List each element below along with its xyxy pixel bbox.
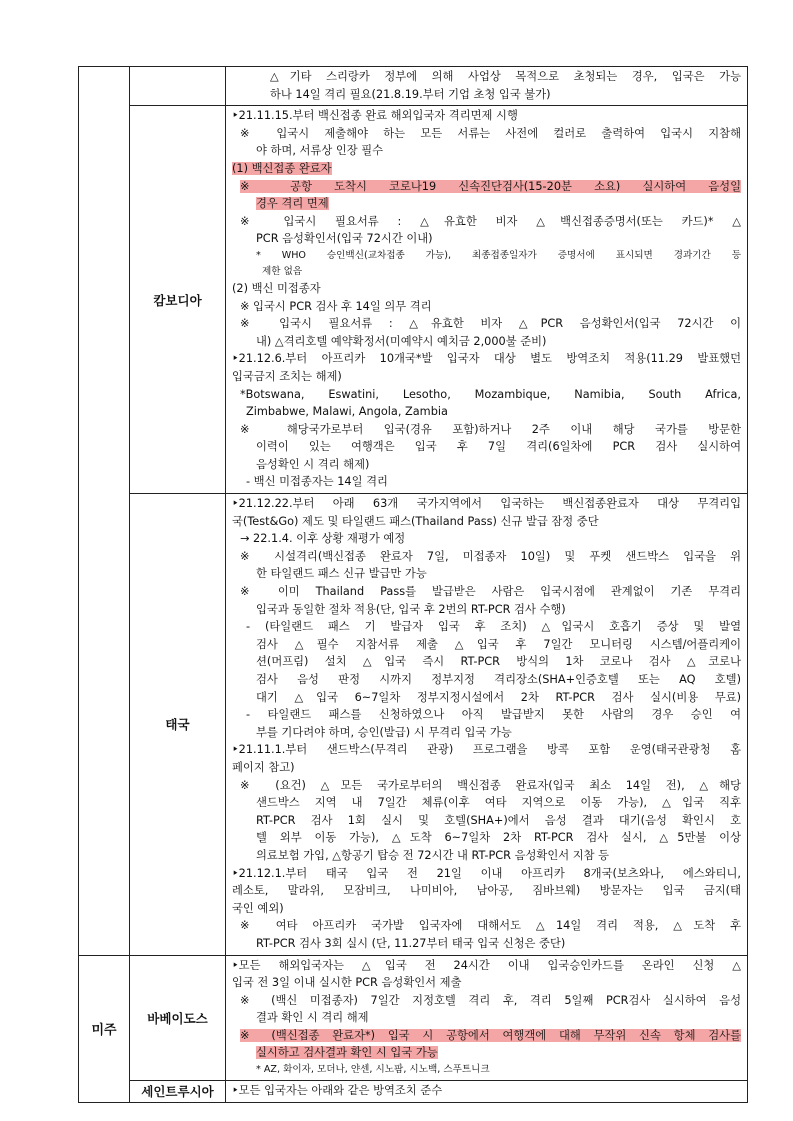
country-cell-thailand: 태국 <box>130 494 226 955</box>
text-line <box>232 935 741 953</box>
text-line <box>232 315 741 333</box>
content-cell-sri-lanka-cont <box>226 67 748 106</box>
line-text: 국(Test&Go) 제도 및 타일랜드 패스(Thailand Pass) 신규 발급 잠정 중단 <box>232 514 599 528</box>
line-text: - 타일랜드 패스를 신청하였으나 아직 발급받지 못한 사람의 경우 승인 여 <box>246 708 741 722</box>
line-text: 하나 14일 격리 필요(21.8.19.부터 기업 초청 입국 불가) <box>270 87 551 101</box>
text-line <box>232 583 741 601</box>
line-text: ※ (요건) △모든 국가로부터의 백신접종 완료자(입국 최소 14일 전), △해당 <box>240 778 741 792</box>
text-line <box>232 195 741 213</box>
region-cell-americas: 미주 <box>79 955 130 1102</box>
text-line <box>232 1082 741 1100</box>
line-text: ※ 여타 아프리카 국가발 입국자에 대해서도 △14일 격리 적용, △도착 후 <box>240 919 741 933</box>
line-text: 검사 음성 판정 시까지 정부지정 격리장소(SHA+인증호텔 또는 AQ 호텔) <box>256 673 741 686</box>
line-text: 내) △격리호텔 예약확정서(미예약시 예치금 2,000불 준비) <box>256 334 547 348</box>
country-cell <box>130 67 226 106</box>
line-text: △기타 스리랑카 정부에 의해 사업상 목적으로 초청되는 경우, 입국은 가능 <box>270 70 741 83</box>
content-cell-cambodia <box>226 106 748 494</box>
text-line <box>232 847 741 865</box>
text-line <box>232 298 741 316</box>
highlighted-text: 실시하고 검사결과 확인 시 입국 가능 <box>256 1046 438 1060</box>
line-text: ※ 시설격리(백신접종 완료자 7일, 미접종자 10일) 및 푸켓 샌드박스 입국을 위 <box>240 549 741 563</box>
line-text: 제한 없음 <box>262 265 303 277</box>
line-text: ※ 입국시 제출해야 하는 모든 서류는 사전에 컬러로 출력하여 입국시 지참해 <box>240 126 741 140</box>
line-text: ‣21.11.15.부터 백신접종 완료 해외입국자 격리면제 시행 <box>232 109 518 123</box>
table-row <box>79 67 748 106</box>
text-line <box>232 248 741 264</box>
text-line <box>232 473 741 491</box>
line-text: ※ 해당국가로부터 입국(경유 포함)하거나 2주 이내 해당 국가를 방문한 <box>240 422 741 436</box>
line-text: Zimbabwe, Malawi, Angola, Zambia <box>246 405 448 419</box>
text-line <box>232 438 741 456</box>
region-cell-asia <box>79 67 130 956</box>
text-line <box>232 513 741 531</box>
line-text: ※ 입국시 필요서류 : △유효한 비자 △PCR 음성확인서(입국 72시간 이 <box>240 317 741 331</box>
line-text: 샌드박스 지역 내 7일간 체류(이후 여타 지역으로 이동 가능), △입국 직후 <box>256 796 741 810</box>
text-line <box>232 565 741 583</box>
text-line <box>232 653 741 671</box>
content-cell-thailand <box>226 494 748 955</box>
line-text: 텔 외부 이동 가능), △도착 6~7일차 2차 RT-PCR 검사 실시, △5만불 이상 <box>256 831 741 845</box>
line-text: 국인 예외) <box>232 901 284 915</box>
line-text: 입국금지 조치는 해제) <box>232 369 342 383</box>
text-line <box>232 495 741 513</box>
text-line <box>232 386 741 404</box>
line-text: 션(머프림) 설치 △입국 즉시 RT-PCR 방식의 1차 코로나 검사 △코로나 <box>256 655 741 669</box>
line-text: 부를 기다려야 하며, 승인(발급) 시 무격리 입국 가능 <box>256 725 512 739</box>
line-text: *Botswana, Eswatini, Lesotho, Mozambique, Namibia, South Africa, <box>240 387 741 401</box>
table-row <box>79 955 748 1081</box>
text-line <box>232 706 741 724</box>
line-text: ‣모든 해외입국자는 △입국 전 24시간 이내 입국승인카드를 온라인 신청 △ <box>232 958 741 972</box>
line-text: 대기 △입국 6~7일차 정부지정시설에서 2차 RT-PCR 검사 실시(비용 무료) <box>256 690 741 704</box>
text-line <box>232 882 741 900</box>
line-text: ※ (백신 미접종자) 7일간 지정호텔 격리 후, 격리 5일째 PCR검사 실시하여 음성 <box>240 993 741 1007</box>
line-text: * WHO 승인백신(교차접종 가능), 최종접종일자가 증명서에 표시되면 경과기간 등 <box>256 249 741 261</box>
text-line <box>232 974 741 992</box>
line-text: 이력이 있는 여행객은 입국 후 7일 격리(6일차에 PCR 검사 실시하여 <box>256 440 741 454</box>
line-text: ‣21.12.22.부터 아래 63개 국가지역에서 입국하는 백신접종완료자 대상 무격리입 <box>232 497 741 511</box>
country-cell-cambodia: 캄보디아 <box>130 106 226 494</box>
highlighted-text: ※ 공항 도착시 코로나19 신속진단검사(15-20분 소요) 실시하여 음성일 <box>240 179 741 193</box>
text-line <box>232 530 741 548</box>
country-cell-saint-lucia: 세인트루시아 <box>130 1081 226 1103</box>
line-text: PCR 음성확인서(입국 72시간 이내) <box>256 232 433 246</box>
text-line <box>232 671 741 689</box>
line-text: → 22.1.4. 이후 상황 재평가 예정 <box>240 532 406 546</box>
text-line <box>232 689 741 707</box>
line-text: ※ 입국시 PCR 검사 후 14일 의무 격리 <box>240 299 432 313</box>
text-line <box>232 230 741 248</box>
line-text: 한 타일랜드 패스 신규 발급만 가능 <box>256 567 427 581</box>
line-text: (2) 백신 미접종자 <box>232 281 321 295</box>
text-line <box>232 957 741 975</box>
content-cell-saint-lucia <box>226 1081 748 1103</box>
line-text: 음성확인 시 격리 해제) <box>256 457 370 471</box>
text-line <box>232 107 741 125</box>
text-line <box>232 160 741 178</box>
line-text: * AZ, 화이자, 모더나, 얀센, 시노팜, 시노백, 스푸트니크 <box>256 1064 490 1076</box>
text-line <box>232 794 741 812</box>
line-text: ※ 입국시 필요서류 : △유효한 비자 △백신접종증명서(또는 카드)* △ <box>240 214 741 228</box>
text-line <box>232 777 741 795</box>
line-text: RT-PCR 검사 3회 실시 (단, 11.27부터 태국 입국 신청은 중단) <box>256 936 566 950</box>
table-row <box>79 494 748 955</box>
line-text: 레소토, 말라위, 모잠비크, 나미비아, 남아공, 짐바브웨) 방문자는 입국 금지(태 <box>232 884 741 898</box>
text-line <box>232 1027 741 1045</box>
line-text: - (타일랜드 패스 기 발급자 입국 후 조치) △입국시 호흡기 증상 및 발열 <box>246 620 741 634</box>
text-line <box>232 724 741 742</box>
text-line <box>232 1062 741 1078</box>
travel-restrictions-table <box>78 66 748 1103</box>
line-text: ※ 이미 Thailand Pass를 발급받은 사람은 입국시점에 관계없이 기존 무격리 <box>240 585 741 599</box>
text-line <box>232 142 741 160</box>
text-line <box>232 178 741 196</box>
line-text: 입국 전 3일 이내 실시한 PCR 음성확인서 제출 <box>232 976 462 990</box>
text-line <box>232 213 741 231</box>
highlighted-text: (1) 백신접종 완료자 <box>232 161 332 175</box>
content-cell-barbados <box>226 955 748 1081</box>
text-line <box>232 548 741 566</box>
text-line <box>232 900 741 918</box>
line-text: RT-PCR 검사 1회 실시 및 호텔(SHA+)에서 음성 결과 대기(음성 확인시 호 <box>256 813 741 827</box>
text-line <box>232 812 741 830</box>
text-line <box>232 759 741 777</box>
line-text: 입국과 동일한 절차 적용(단, 입국 후 2번의 RT-PCR 검사 수행) <box>256 602 566 616</box>
text-line <box>232 601 741 619</box>
table-row <box>79 1081 748 1103</box>
text-line <box>232 403 741 421</box>
text-line <box>232 1044 741 1062</box>
table-row <box>79 106 748 494</box>
highlighted-text: 경우 격리 면제 <box>256 197 329 211</box>
text-line <box>232 280 741 298</box>
text-line <box>232 350 741 368</box>
text-line <box>232 68 741 86</box>
text-line <box>232 1009 741 1027</box>
text-line <box>232 86 741 104</box>
text-line <box>232 368 741 386</box>
text-line <box>232 264 741 280</box>
text-line <box>232 456 741 474</box>
line-text: 결과 확인 시 격리 해제 <box>256 1011 369 1025</box>
line-text: ‣모든 입국자는 아래와 같은 방역조치 준수 <box>232 1084 443 1098</box>
line-text: ‣21.12.6.부터 아프리카 10개국*발 입국자 대상 별도 방역조치 적용(11.29 발표했던 <box>232 352 741 366</box>
line-text: 야 하며, 서류상 인장 필수 <box>256 144 384 158</box>
text-line <box>232 333 741 351</box>
text-line <box>232 618 741 636</box>
highlighted-text: ※ (백신접종 완료자*) 입국 시 공항에서 여행객에 대해 무작위 신속 항체 검사를 <box>240 1028 741 1042</box>
text-line <box>232 125 741 143</box>
country-cell-barbados: 바베이도스 <box>130 955 226 1081</box>
line-text: ‣21.11.1.부터 샌드박스(무격리 관광) 프로그램을 방콕 포함 운영(태국관광청 홈 <box>232 743 741 757</box>
text-line <box>232 992 741 1010</box>
line-text: - 백신 미접종자는 14일 격리 <box>246 475 388 489</box>
line-text: 검사 △필수 지참서류 제출 △입국 후 7일간 모니터링 시스템/어플리케이 <box>256 637 741 651</box>
text-line <box>232 829 741 847</box>
text-line <box>232 741 741 759</box>
line-text: ‣21.12.1.부터 태국 입국 전 21일 이내 아프리카 8개국(보츠와나, 에스와티니, <box>232 866 741 880</box>
text-line <box>232 865 741 883</box>
text-line <box>232 917 741 935</box>
line-text: 페이지 참고) <box>232 760 295 774</box>
text-line <box>232 636 741 654</box>
line-text: 의료보험 가입, △항공기 탑승 전 72시간 내 RT-PCR 음성확인서 지참 등 <box>256 848 610 862</box>
text-line <box>232 421 741 439</box>
